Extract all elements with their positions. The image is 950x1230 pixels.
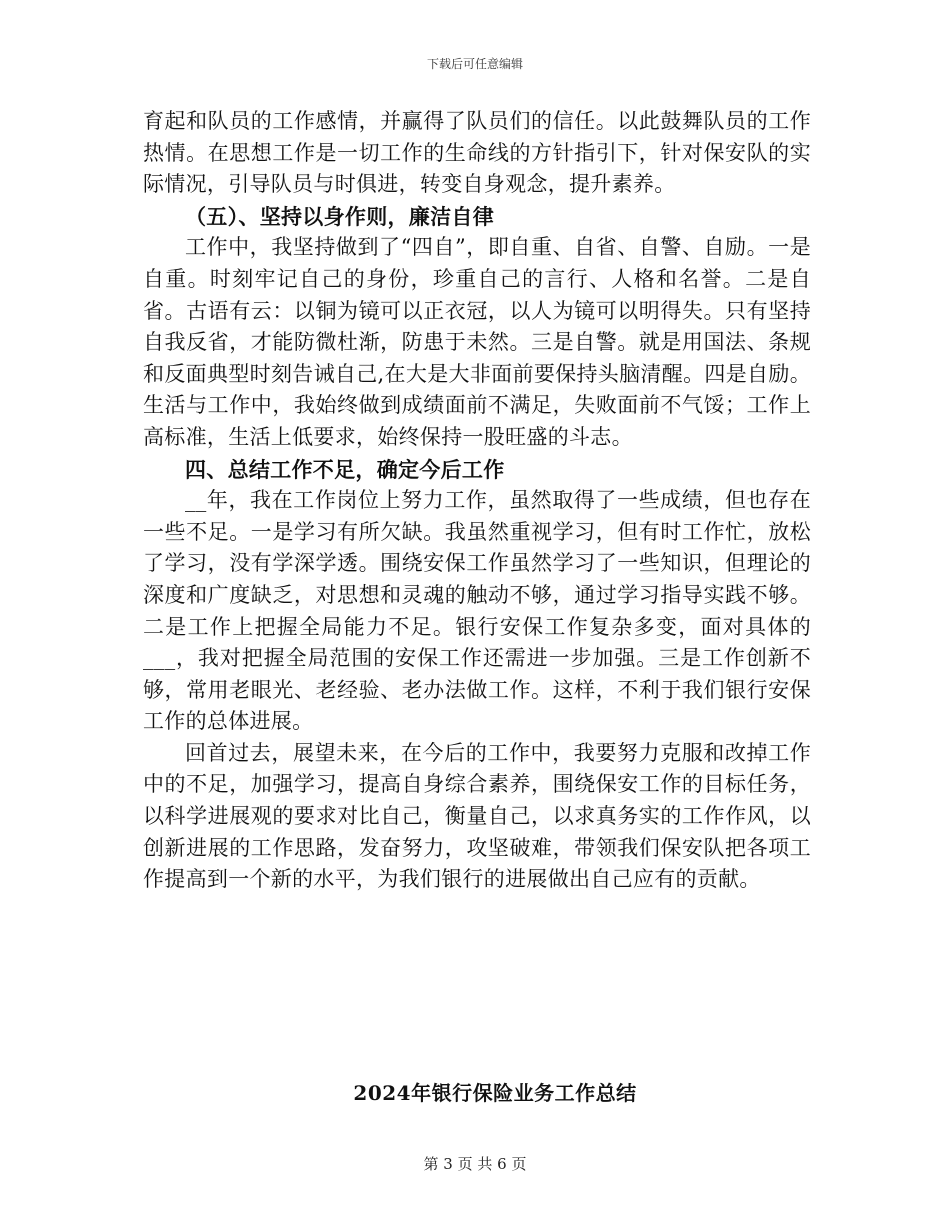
paragraph-four-self: 工作中，我坚持做到了“四自”，即自重、自省、自警、自励。一是自重。时刻牢记自己的身份，珍重自己的言行、人格和名誉。二是自省。古语有云：以铜为镜可以正衣冠，以人为镜可以明得失。只有坚持自我反省，才能防微杜渐，防患于未然。三是自警。就是用国法、条规和反面典型时刻告诫自己,在大是大非面前要保持头脑清醒。四是自励。生活与工作中，我始终做到成绩面前不满足，失败面前不气馁；工作上高标准，生活上低要求，始终保持一股旺盛的斗志。 (143, 235, 811, 449)
section-heading-5: （五）、坚持以身作则，廉洁自律 (185, 203, 494, 229)
paragraph-outlook: 回首过去，展望未来，在今后的工作中，我要努力克服和改掉工作中的不足，加强学习，提高自身综合素养，围绕保安工作的目标任务，以科学进展观的要求对比自己，衡量自己，以求真务实的工作作风，以创新进展的工作思路，发奋努力，攻坚破难，带领我们保安队把各项工作提高到一个新的水平，为我们银行的进展做出自己应有的贡献。 (143, 740, 811, 892)
document-title: 2024年银行保险业务工作总结 (353, 1081, 637, 1105)
section-heading-4: 四、总结工作不足，确定今后工作 (185, 456, 505, 482)
paragraph-continuation: 育起和队员的工作感情，并赢得了队员们的信任。以此鼓舞队员的工作热情。在思想工作是一切工作的生命线的方针指引下，针对保安队的实际情况，引导队员与时俱进，转变自身观念，提升素养。 (143, 109, 811, 197)
page-number: 第 3 页 共 6 页 (423, 1155, 527, 1173)
page-header: 下载后可任意编辑 (426, 57, 523, 71)
paragraph-shortcomings: __年，我在工作岗位上努力工作，虽然取得了一些成绩，但也存在一些不足。一是学习有所欠缺。我虽然重视学习，但有时工作忙，放松了学习，没有学深学透。围绕安保工作虽然学习了一些知识，但理论的深度和广度缺乏，对思想和灵魂的触动不够，通过学习指导实践不够。二是工作上把握全局能力不足。银行安保工作复杂多变，面对具体的___，我对把握全局范围的安保工作还需进一步加强。三是工作创新不够，常用老眼光、老经验、老办法做工作。这样，不利于我们银行安保工作的总体进展。 (143, 488, 811, 734)
document-body (143, 106, 811, 896)
